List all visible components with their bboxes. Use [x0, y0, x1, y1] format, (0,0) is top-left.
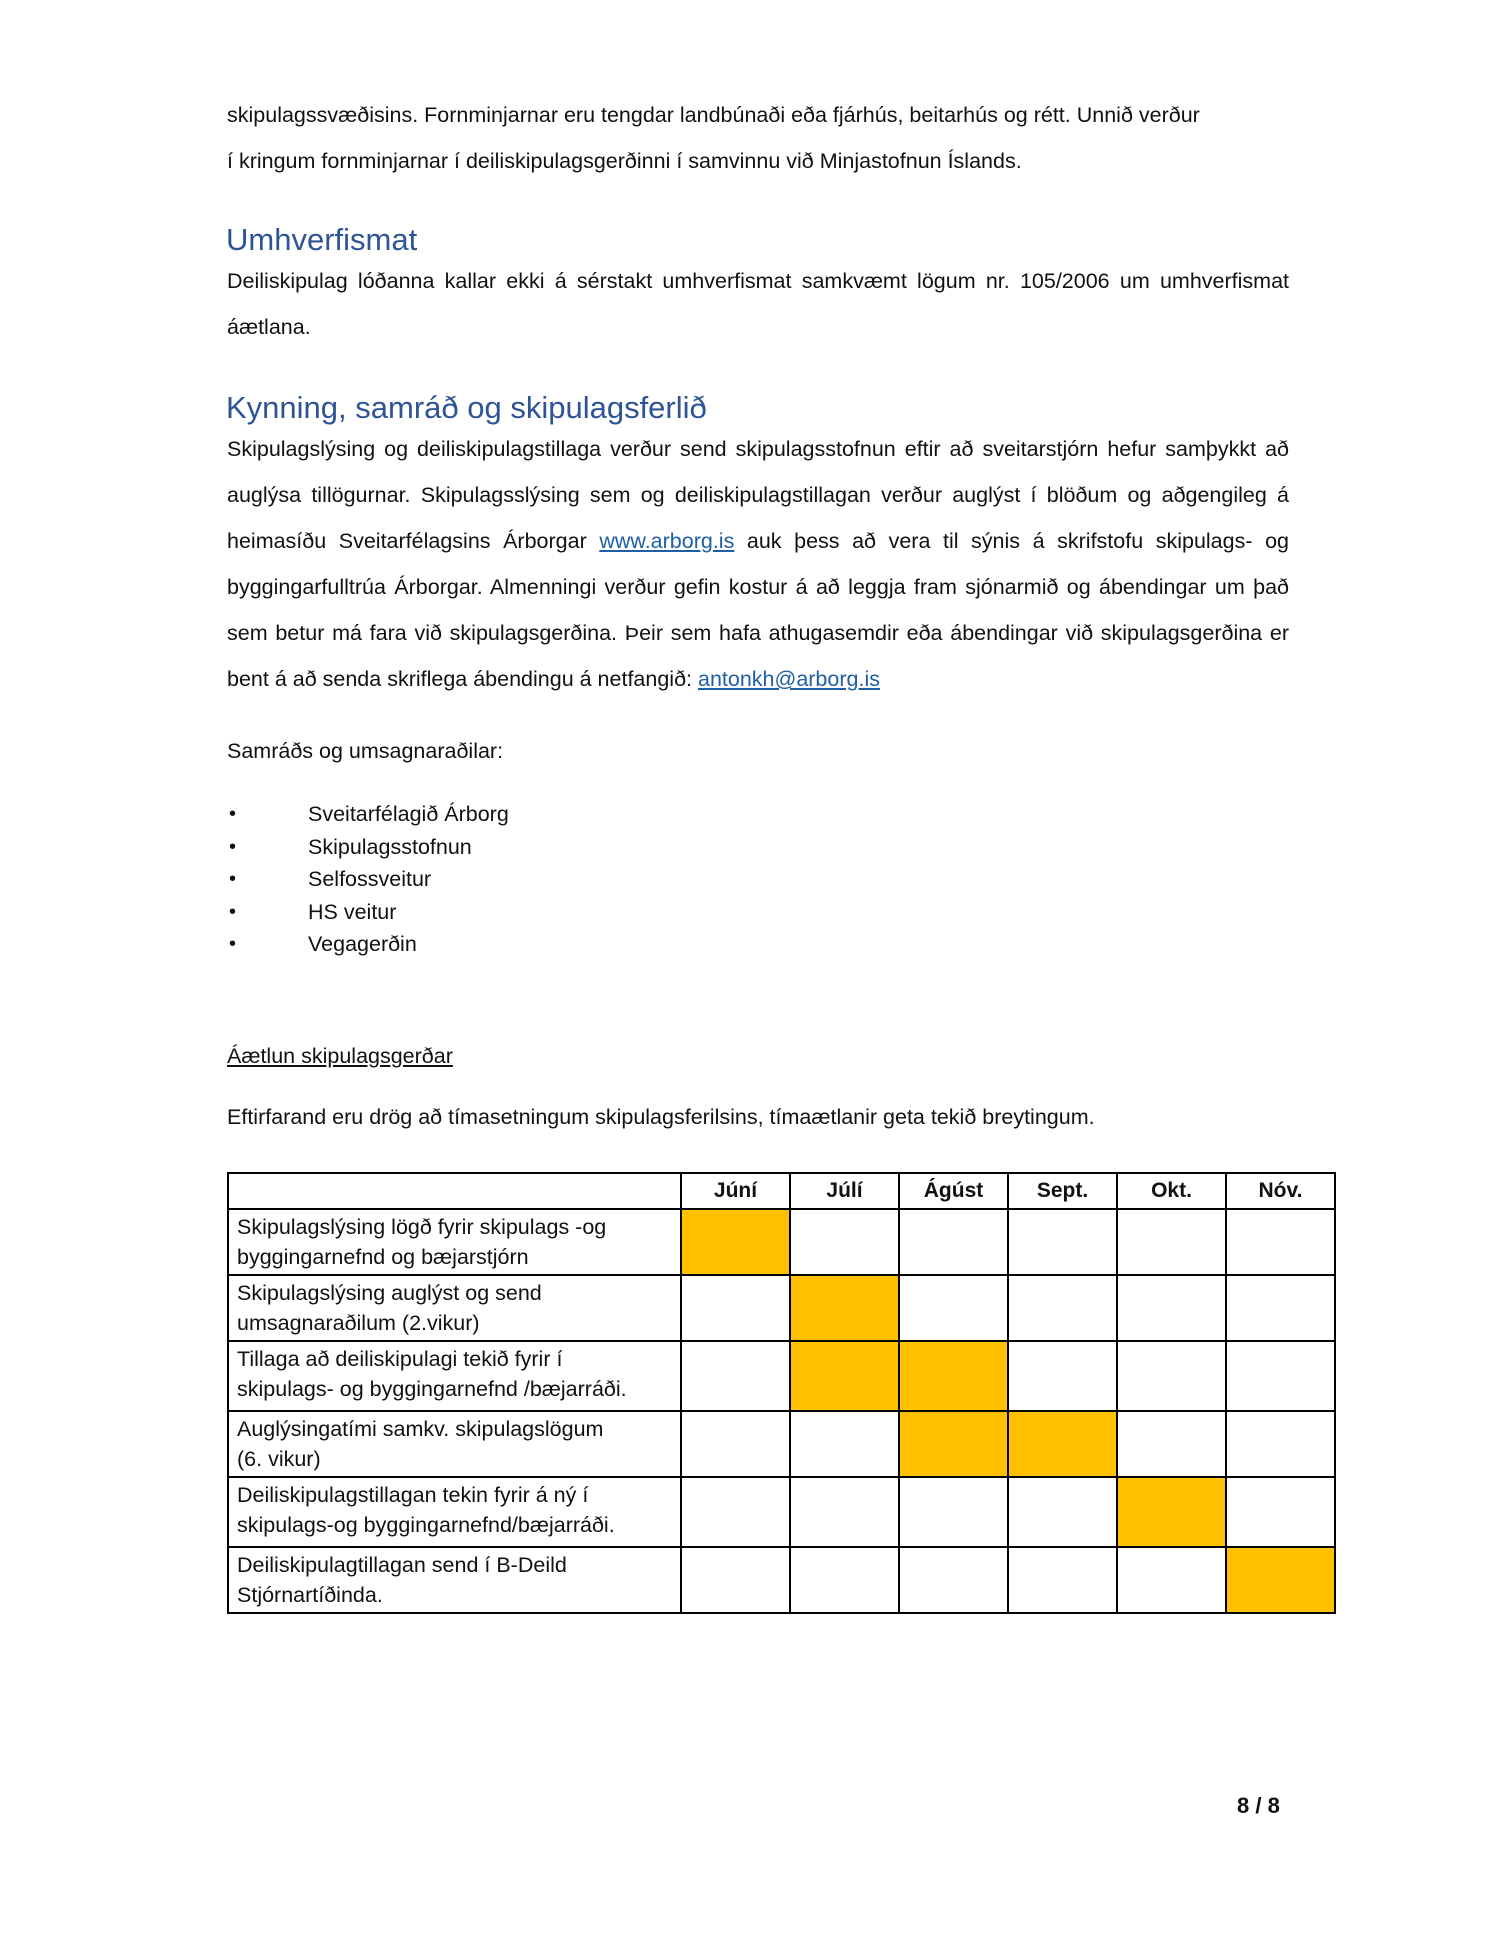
- bullet-icon: •: [229, 803, 237, 825]
- table-row: [228, 1411, 1335, 1477]
- schedule-cell-filled: [790, 1341, 899, 1411]
- task-cell: [228, 1341, 681, 1411]
- email-link[interactable]: antonkh@arborg.is: [697, 667, 880, 691]
- schedule-cell-empty: [790, 1209, 899, 1275]
- task-line-1: Deiliskipulagstillagan tekin fyrir á ný í: [237, 1483, 589, 1507]
- table-row: [228, 1341, 1335, 1411]
- task-line-1: Tillaga að deiliskipulagi tekið fyrir í: [237, 1347, 563, 1371]
- schedule-cell-filled: [1117, 1477, 1226, 1547]
- website-link[interactable]: www.arborg.is: [599, 529, 735, 553]
- task-line-2: (6. vikur): [237, 1447, 321, 1471]
- kynning-text-part1: Skipulagslýsing og deiliskipulagstillaga verður send skipulagsstofnun eftir að sveitarstjórn hefur samþykkt að auglýsa tillögurnar. Skipulagsslýsing sem og deiliskipulagstillagan verður auglýst í blöðum og aðgengileg á heimasíðu Sveitarfélagsins Árborgar: [227, 437, 1289, 553]
- task-line-2: skipulags- og byggingarnefnd /bæjarráði.: [237, 1377, 627, 1401]
- bullet-icon: •: [229, 933, 237, 955]
- task-line-1: Skipulagslýsing lögð fyrir skipulags -og: [237, 1215, 607, 1239]
- schedule-cell-empty: [1226, 1341, 1335, 1411]
- header-month: Nóv.: [1226, 1173, 1335, 1209]
- task-cell: [228, 1275, 681, 1341]
- table-row: [228, 1275, 1335, 1341]
- bullet-icon: •: [229, 868, 237, 890]
- intro-line-1: skipulagssvæðisins. Fornminjarnar eru tengdar landbúnaði eða fjárhús, beitarhús og rétt. Unnið verður: [227, 103, 1200, 127]
- schedule-cell-filled: [790, 1275, 899, 1341]
- schedule-cell-empty: [899, 1547, 1008, 1613]
- schedule-cell-filled: [1008, 1411, 1117, 1477]
- schedule-cell-empty: [1008, 1275, 1117, 1341]
- task-line-1: Deiliskipulagtillagan send í B-Deild: [237, 1553, 567, 1577]
- list-item: [227, 928, 509, 961]
- header-month: Júní: [681, 1173, 790, 1209]
- schedule-cell-empty: [1008, 1209, 1117, 1275]
- schedule-cell-empty: [681, 1411, 790, 1477]
- task-line-2: skipulags-og byggingarnefnd/bæjarráði.: [237, 1513, 615, 1537]
- schedule-cell-empty: [681, 1477, 790, 1547]
- kynning-text-part2: auk þess að vera til sýnis á skrifstofu skipulags- og byggingarfulltrúa Árborgar. Almenningi verður gefin kostur á að leggja fram sjónarmið og ábendingar um það sem betur má fara við skipulagsgerðina. Þeir sem hafa athugasemdir eða ábendingar við skipulagsgerðina er bent á að senda skriflega ábendingu á netfangið:: [227, 529, 1289, 691]
- schedule-cell-empty: [1117, 1411, 1226, 1477]
- schedule-cell-empty: [790, 1411, 899, 1477]
- table-row: [228, 1477, 1335, 1547]
- schedule-table: [227, 1172, 1336, 1614]
- schedule-body: [228, 1209, 1335, 1613]
- schedule-cell-empty: [1117, 1275, 1226, 1341]
- schedule-cell-empty: [1117, 1341, 1226, 1411]
- header-month: Okt.: [1117, 1173, 1226, 1209]
- table-header-row: [228, 1173, 1335, 1209]
- umhverfismat-paragraph: Deiliskipulag lóðanna kallar ekki á sérstakt umhverfismat samkvæmt lögum nr. 105/2006 um umhverfismat áætlana.: [227, 269, 1289, 339]
- schedule-cell-filled: [899, 1411, 1008, 1477]
- kynning-paragraph: [227, 426, 1289, 702]
- schedule-cell-empty: [1008, 1341, 1117, 1411]
- schedule-cell-empty: [1117, 1547, 1226, 1613]
- schedule-cell-empty: [790, 1477, 899, 1547]
- consultees-label: Samráðs og umsagnaraðilar:: [227, 739, 504, 763]
- schedule-cell-empty: [899, 1209, 1008, 1275]
- page-number: 8 / 8: [1237, 1793, 1280, 1818]
- schedule-cell-empty: [1008, 1477, 1117, 1547]
- intro-paragraph: [227, 92, 1289, 184]
- schedule-cell-empty: [1226, 1275, 1335, 1341]
- schedule-cell-empty: [899, 1477, 1008, 1547]
- list-item: [227, 863, 509, 896]
- heading-kynning: Kynning, samráð og skipulagsferlið: [226, 390, 707, 425]
- schedule-cell-empty: [1117, 1209, 1226, 1275]
- task-line-2: umsagnaraðilum (2.vikur): [237, 1311, 480, 1335]
- list-item: [227, 831, 509, 864]
- schedule-cell-empty: [1226, 1209, 1335, 1275]
- bullet-icon: •: [229, 900, 237, 923]
- schedule-cell-empty: [1226, 1411, 1335, 1477]
- task-cell: [228, 1209, 681, 1275]
- header-month: Ágúst: [899, 1173, 1008, 1209]
- table-row: [228, 1209, 1335, 1275]
- schedule-cell-filled: [1226, 1547, 1335, 1613]
- schedule-cell-empty: [1008, 1547, 1117, 1613]
- task-cell: [228, 1547, 681, 1613]
- table-row: [228, 1547, 1335, 1613]
- plan-intro: Eftirfarand eru drög að tímasetningum skipulagsferilsins, tímaætlanir geta tekið breytingum.: [227, 1105, 1095, 1129]
- list-item-label: Vegagerðin: [308, 932, 417, 956]
- schedule-cell-empty: [681, 1341, 790, 1411]
- intro-line-2: í kringum fornminjarnar í deiliskipulagsgerðinni í samvinnu við Minjastofnun Íslands.: [227, 149, 1022, 173]
- consultees-list: [227, 798, 509, 961]
- task-cell: [228, 1411, 681, 1477]
- heading-umhverfismat: Umhverfismat: [226, 222, 418, 257]
- schedule-cell-empty: [899, 1275, 1008, 1341]
- list-item-label: Skipulagsstofnun: [308, 834, 472, 859]
- task-line-1: Skipulagslýsing auglýst og send: [237, 1281, 542, 1305]
- header-month: Sept.: [1008, 1173, 1117, 1209]
- schedule-cell-empty: [790, 1547, 899, 1613]
- bullet-icon: •: [229, 835, 237, 858]
- list-item-label: HS veitur: [308, 899, 397, 924]
- plan-heading: Áætlun skipulagsgerðar: [227, 1044, 453, 1068]
- task-line-2: Stjórnartíðinda.: [237, 1583, 383, 1607]
- schedule-cell-empty: [1226, 1477, 1335, 1547]
- schedule-cell-empty: [681, 1275, 790, 1341]
- task-cell: [228, 1477, 681, 1547]
- task-line-1: Auglýsingatími samkv. skipulagslögum: [237, 1417, 604, 1441]
- list-item: [227, 798, 509, 831]
- schedule-cell-empty: [681, 1547, 790, 1613]
- header-month: Júlí: [790, 1173, 899, 1209]
- list-item-label: Sveitarfélagið Árborg: [308, 802, 509, 826]
- schedule-cell-filled: [899, 1341, 1008, 1411]
- list-item-label: Selfossveitur: [308, 867, 432, 891]
- schedule-cell-filled: [681, 1209, 790, 1275]
- task-line-2: byggingarnefnd og bæjarstjórn: [237, 1245, 529, 1269]
- header-empty: [228, 1173, 681, 1209]
- list-item: [227, 896, 509, 929]
